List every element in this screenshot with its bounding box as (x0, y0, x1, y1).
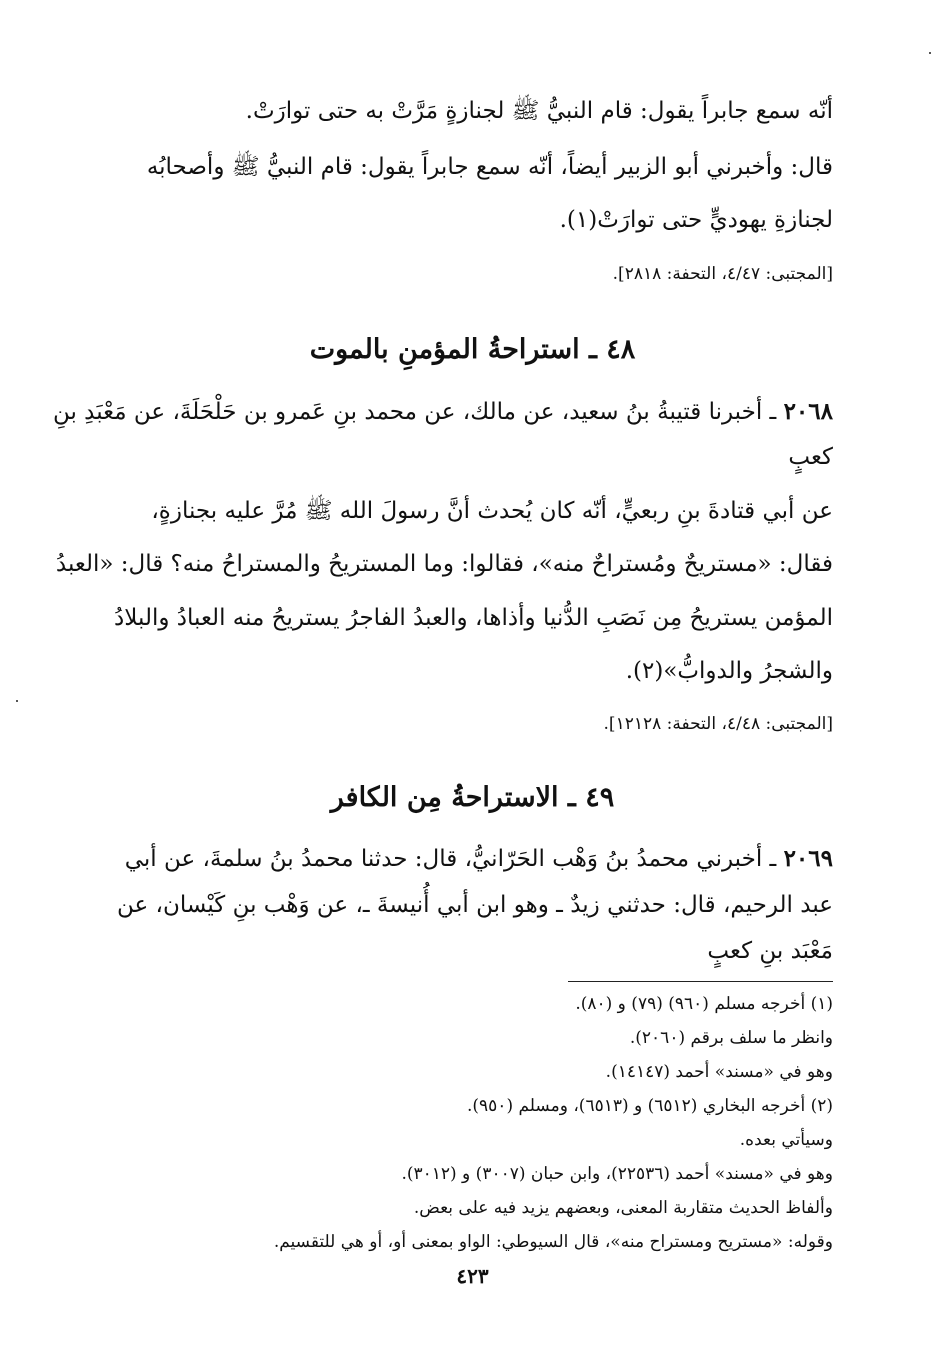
scan-speck (929, 52, 931, 54)
footnote-line: وهو في «مسند» أحمد (٢٢٥٣٦)، وابن حبان (٣٠٠٧) و (٣٠١٢). (401, 1164, 833, 1184)
hadith-text: ـ أخبرني محمدُ بنُ وَهْب الحَرّانيُّ، قال: حدثنا محمدُ بنُ سلمةَ، عن أبي (124, 846, 777, 872)
hadith-2068-line-1 (52, 397, 833, 427)
footnote-line: (٢) أخرجه البخاري (٦٥١٢) و (٦٥١٣)، ومسلم (٩٥٠). (467, 1096, 833, 1116)
hadith-2069-line-1 (111, 844, 833, 874)
footnote-line: وسيأتي بعده. (739, 1130, 833, 1150)
text-line: قال: وأخبرني أبو الزبير أيضاً، أنّه سمع جابراً يقول: قام النبيُّ ﷺ وأصحابُه (146, 154, 833, 180)
hadith-number: ٢٠٦٨ (783, 398, 833, 425)
text-line: مَعْبَد بنِ كعبٍ (707, 938, 833, 964)
hadith-text: ـ أخبرنا قتيبةُ بنُ سعيد، عن مالك، عن محمد بنِ عَمرو بن حَلْحَلَةَ، عن مَعْبَدِ بنِ (52, 399, 777, 425)
text-line: عبد الرحيم، قال: حدثني زيدٌ ـ وهو ابن أبي أُنيسةَ ـ، عن وَهْب بنِ كَيْسان، عن (116, 892, 833, 918)
hadith-number: ٢٠٦٩ (783, 845, 833, 872)
reference-note: [المجتبى: ٤/٤٨، التحفة: ١٢١٢٨]. (603, 714, 833, 734)
section-heading-48: ٤٨ ـ استراحةُ المؤمنِ بالموت (309, 334, 636, 365)
text-line: والشجرُ والدوابُّ»(٢). (625, 658, 833, 684)
text-line: لجنازةِ يهوديٍّ حتى توارَتْ(١). (559, 207, 833, 233)
reference-note: [المجتبى: ٤/٤٧، التحفة: ٢٨١٨]. (612, 264, 833, 284)
footnote-line: وهو في «مسند» أحمد (١٤١٤٧). (605, 1062, 833, 1082)
text-line: كعبٍ (788, 444, 833, 470)
text-line: فقال: «مستريحٌ ومُستراحٌ منه»، فقالوا: وما المستريحُ والمستراحُ منه؟ قال: «العبدُ (55, 551, 833, 577)
section-heading-49: ٤٩ ـ الاستراحةُ مِن الكافر (330, 782, 615, 813)
footnote-line: (١) أخرجه مسلم (٩٦٠) (٧٩) و (٨٠). (575, 994, 833, 1014)
footnote-line: وألفاظ الحديث متقاربة المعنى، وبعضهم يزيد فيه على بعض. (413, 1198, 833, 1218)
text-line: أنّه سمع جابراً يقول: قام النبيُّ ﷺ لجنازةٍ مَرَّتْ به حتى توارَتْ. (245, 98, 833, 124)
page-number: ٤٢٣ (456, 1264, 489, 1288)
text-line: المؤمن يستريحُ مِن نَصَبِ الدُّنيا وأذاها، والعبدُ الفاجرُ يستريحُ منه العبادُ والبلادُ (114, 605, 833, 631)
scan-speck (16, 700, 18, 702)
text-line: عن أبي قتادةَ بنِ ربعيٍّ، أنّه كان يُحدث أنَّ رسولَ الله ﷺ مُرَّ عليه بجنازةٍ، (151, 498, 833, 524)
footnote-line: وقوله: «مستريح ومستراح منه»، قال السيوطي: الواو بمعنى أو، أو هي للتقسيم. (273, 1232, 833, 1252)
footnote-line: وانظر ما سلف برقم (٢٠٦٠). (629, 1028, 833, 1048)
footnote-divider (568, 981, 833, 982)
